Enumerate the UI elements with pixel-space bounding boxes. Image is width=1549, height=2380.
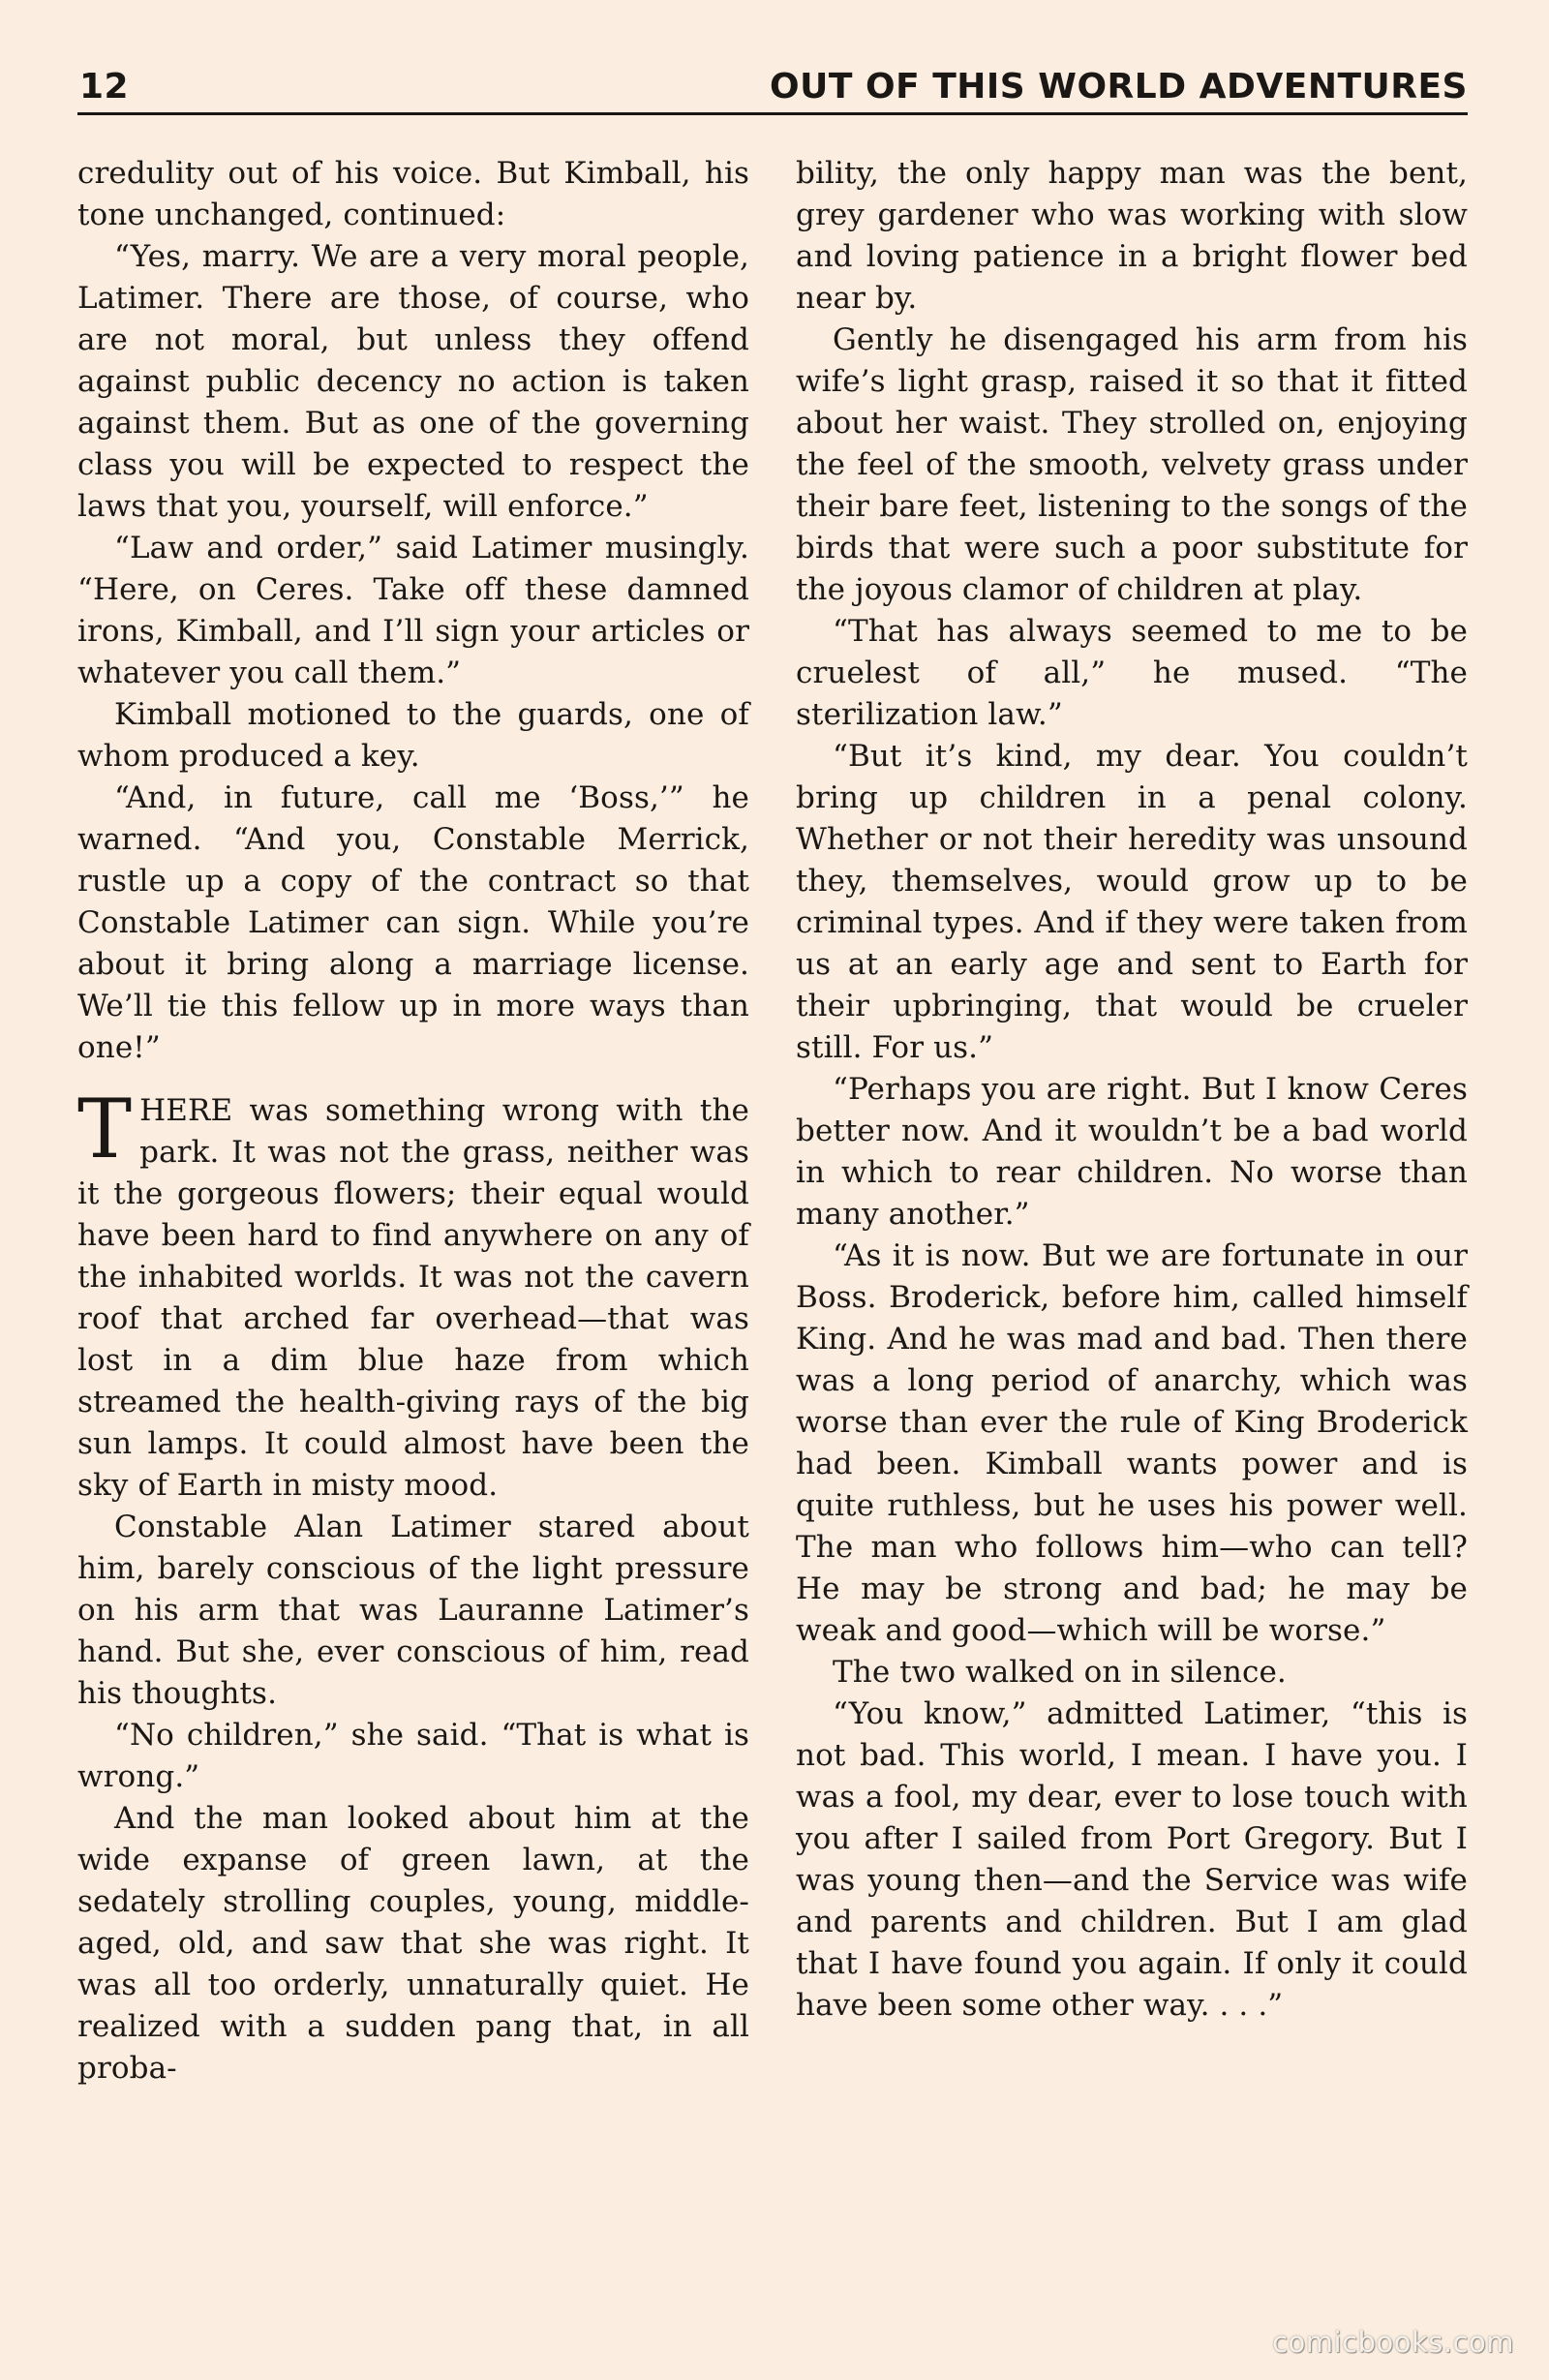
paragraph: credulity out of his voice. But Kimball, his tone unchanged, continued: <box>77 156 749 232</box>
watermark: comicbooks.com <box>1272 2326 1514 2359</box>
header-rule <box>77 112 1468 115</box>
magazine-title: OUT OF THIS WORLD ADVENTURES <box>770 67 1468 107</box>
paragraph: “You know,” admitted Latimer, “this is not bad. This world, I mean. I have you. I was a fool, my dear, ever to lose touch with you after I sailed from Port Gregory. But I was young then—and the Service was wife and parents and children. But I am glad that I have found you again. If only it could have been some other way. . . .” <box>796 1696 1468 2023</box>
paragraph: “And, in future, call me ‘Boss,’” he warned. “And you, Constable Merrick, rustle up a copy of the contract so that Constable Latimer can sign. While you’re about it bring along a marriage license. We’ll tie this fellow up in more ways than one!” <box>77 780 749 1065</box>
page-header <box>79 60 1468 107</box>
paragraph: bility, the only happy man was the bent, grey gardener who was working with slow and loving patience in a bright flower bed near by. <box>796 156 1468 316</box>
section-opening-paragraph <box>77 1082 749 1507</box>
paragraph: “As it is now. But we are fortunate in our Boss. Broderick, before him, called himself King. And he was mad and bad. Then there was a long period of anarchy, which was worse than ever the rule of King Broderick had been. Kimball wants power and is quite ruthless, but he uses his power well. The man who follows him—who can tell? He may be strong and bad; he may be weak and good—which will be worse.” <box>796 1238 1468 1648</box>
paragraph: And the man looked about him at the wide expanse of green lawn, at the sedately strolling couples, young, middle-aged, old, and saw that she was right. It was all too orderly, unnaturally quiet. He realized with a sudden pang that, in all proba- <box>77 1801 749 2086</box>
paragraph: “No children,” she said. “That is what is wrong.” <box>77 1718 749 1794</box>
left-column <box>77 153 749 2090</box>
paragraph: Gently he disengaged his arm from his wife’s light grasp, raised it so that it fitted about her waist. They strolled on, enjoying the feel of the smooth, velvety grass under their bare feet, listening to the songs of the birds that were such a poor substitute for the joyous clamor of children at play. <box>796 322 1468 607</box>
paragraph: “Law and order,” said Latimer musingly. “Here, on Ceres. Take off these damned irons, Kimball, and I’ll sign your articles or whatever you call them.” <box>77 531 749 690</box>
paragraph: “But it’s kind, my dear. You couldn’t bring up children in a penal colony. Whether or not their heredity was unsound they, themselves, would grow up to be criminal types. And if they were taken from us at an early age and sent to Earth for their upbringing, that would be crueler still. For us.” <box>796 739 1468 1065</box>
drop-cap: T <box>77 1082 133 1176</box>
paragraph: “Yes, marry. We are a very moral people, Latimer. There are those, of course, who are not moral, but unless they offend against public decency no action is taken against them. But as one of the governing class you will be expected to respect the laws that you, yourself, will enforce.” <box>77 239 749 524</box>
paragraph: The two walked on in silence. <box>833 1655 1287 1690</box>
paragraph-text: HERE was something wrong with the park. It was not the grass, neither was it the gorgeous flowers; their equal would have been hard to find anywhere on any of the inhabited worlds. It was not the cavern roof that arched far overhead—that was lost in a dim blue haze from which streamed the health-giving rays of the big sun lamps. It could almost have been the sky of Earth in misty mood. <box>77 1093 749 1503</box>
paragraph: “That has always seemed to me to be cruelest of all,” he mused. “The sterilization law.” <box>796 614 1468 732</box>
page-number: 12 <box>79 67 130 107</box>
right-column <box>796 153 1468 2027</box>
paragraph: Constable Alan Latimer stared about him, barely conscious of the light pressure on his arm that was Lauranne Latimer’s hand. But she, ever conscious of him, read his thoughts. <box>77 1510 749 1711</box>
paragraph: “Perhaps you are right. But I know Ceres better now. And it wouldn’t be a bad world in which to rear children. No worse than many another.” <box>796 1072 1468 1232</box>
paragraph: Kimball motioned to the guards, one of whom produced a key. <box>77 697 749 774</box>
